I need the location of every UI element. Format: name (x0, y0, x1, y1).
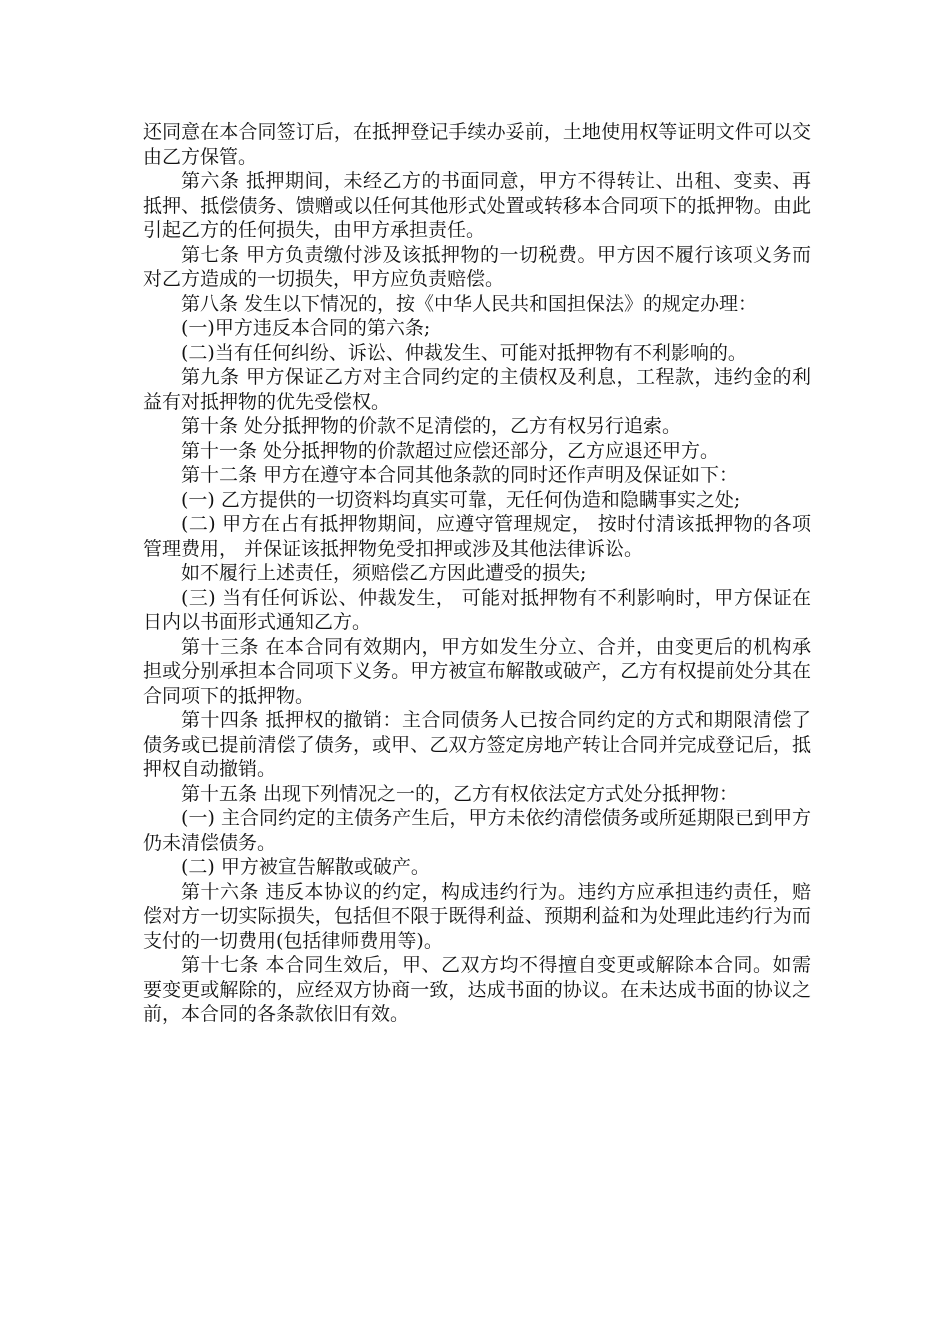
paragraph: 第十二条 甲方在遵守本合同其他条款的同时还作声明及保证如下： (181, 464, 739, 486)
paragraph: (一)甲方违反本合同的第六条; (181, 317, 431, 339)
paragraph: (二)当有任何纠纷、诉讼、仲裁发生、可能对抵押物有不利影响的。 (181, 341, 747, 364)
paragraph: 第八条 发生以下情况的，按《中华人民共和国担保法》的规定办理： (181, 292, 758, 315)
document-page (143, 120, 811, 1027)
paragraph: 第十一条 处分抵押物的价款超过应偿还部分，乙方应退还甲方。 (181, 439, 720, 462)
paragraph: 第十七条 本合同生效后，甲、乙双方均不得擅自变更或解除本合同。如需要变更或解除的，应经双方协商一致，达成书面的协议。在未达成书面的协议之前，本合同的各条款依旧有效。 (143, 954, 811, 1025)
paragraph: (二) 甲方在占有抵押物期间，应遵守管理规定， 按时付清该抵押物的各项管理费用， 并保证该抵押物免受扣押或涉及其他法律诉讼。 (143, 513, 811, 560)
paragraph: 第十四条 抵押权的撤销：主合同债务人已按合同约定的方式和期限清偿了债务或已提前清偿了债务，或甲、乙双方签定房地产转让合同并完成登记后，抵押权自动撤销。 (143, 709, 811, 780)
paragraph: 如不履行上述责任，须赔偿乙方因此遭受的损失; (181, 562, 587, 584)
paragraph: (一) 乙方提供的一切资料均真实可靠，无任何伪造和隐瞒事实之处; (181, 488, 741, 511)
paragraph: (三) 当有任何诉讼、仲裁发生， 可能对抵押物有不利影响时，甲方保证在 日内以书面形式通知乙方。 (143, 586, 811, 633)
paragraph: 第六条 抵押期间，未经乙方的书面同意，甲方不得转让、出租、变卖、再抵押、抵偿债务、馈赠或以任何其他形式处置或转移本合同项下的抵押物。由此引起乙方的任何损失，由甲方承担责任。 (143, 170, 811, 241)
paragraph: 第十条 处分抵押物的价款不足清偿的，乙方有权另行追索。 (181, 415, 682, 437)
paragraph: (一) 主合同约定的主债务产生后，甲方未依约清偿债务或所延期限已到甲方仍未清偿债务。 (143, 807, 811, 854)
paragraph: 第十六条 违反本协议的约定，构成违约行为。违约方应承担违约责任，赔偿对方一切实际损失，包括但不限于既得利益、预期利益和为处理此违约行为而支付的一切费用(包括律师费用等)。 (143, 880, 811, 952)
paragraph: 第九条 甲方保证乙方对主合同约定的主债权及利息，工程款，违约金的利益有对抵押物的优先受偿权。 (143, 366, 811, 413)
paragraph: 第十三条 在本合同有效期内，甲方如发生分立、合并，由变更后的机构承担或分别承担本合同项下义务。甲方被宣布解散或破产，乙方有权提前处分其在合同项下的抵押物。 (143, 635, 811, 707)
paragraph: (二) 甲方被宣告解散或破产。 (181, 856, 430, 878)
paragraph: 还同意在本合同签订后，在抵押登记手续办妥前，土地使用权等证明文件可以交由乙方保管。 (143, 121, 811, 168)
paragraph: 第十五条 出现下列情况之一的，乙方有权依法定方式处分抵押物： (181, 782, 739, 805)
paragraph: 第七条 甲方负责缴付涉及该抵押物的一切税费。甲方因不履行该项义务而对乙方造成的一切损失，甲方应负责赔偿。 (143, 243, 811, 290)
